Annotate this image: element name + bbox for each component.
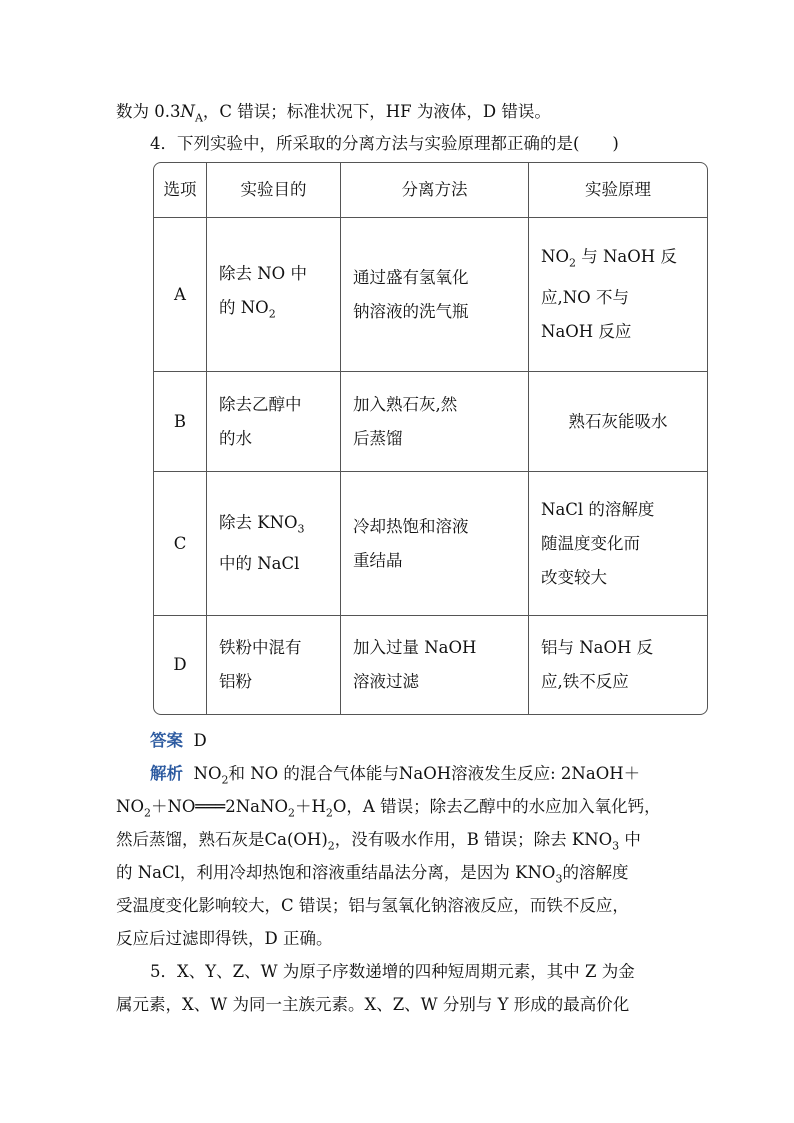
table-header-row [154,163,707,218]
method-cell: 加入熟石灰,然 后蒸馏 [341,372,529,472]
header-method: 分离方法 [341,163,529,218]
method-cell: 通过盛有氢氧化 钠溶液的洗气瓶 [341,218,529,372]
analysis-line-4: 的 NaCl，利用冷却热饱和溶液重结晶法分离，是因为 $KNO_3$的溶解度 [116,863,629,886]
goal-cell: 除去 NO 中 的 $NO_2$ [207,218,341,372]
table-row [154,372,707,472]
experiment-table [153,162,708,715]
question-5-line-1: 5．X、Y、Z、W 为原子序数递增的四种短周期元素，其中 Z 为金 [150,962,635,981]
answer-label: 答案 [150,731,183,750]
analysis-line-5: 受温度变化影响较大，C 错误；铝与氢氧化钠溶液反应，而铁不反应， [116,896,629,915]
analysis-line-1: 解析 $NO_2$和 NO 的混合气体能与NaOH溶液发生反应: 2NaOH＋ [150,764,641,787]
question-5-line-2: 属元素，X、W 为同一主族元素。X、Z、W 分别与 Y 形成的最高价化 [116,995,630,1014]
option-cell: D [154,616,207,714]
principle-cell: NaCl 的溶解度 随温度变化而 改变较大 [529,472,707,616]
principle-cell: $NO_2$ 与 NaOH 反 应,NO 不与 NaOH 反应 [529,218,707,372]
question-4-stem: 4．下列实验中，所采取的分离方法与实验原理都正确的是( ) [150,134,619,153]
table-row [154,616,707,714]
analysis-line-2: $NO_2+NO═══2NaNO_2+H_2O$，A 错误；除去乙醇中的水应加入氧化钙， [116,797,661,820]
goal-cell: 除去 $KNO_3$ 中的 NaCl [207,472,341,616]
method-cell: 冷却热饱和溶液 重结晶 [341,472,529,616]
goal-cell: 铁粉中混有 铝粉 [207,616,341,714]
principle-cell: 铝与 NaOH 反 应,铁不反应 [541,638,654,691]
goal-cell: 除去乙醇中 的水 [207,372,341,472]
answer-line [150,727,207,751]
principle-cell: 熟石灰能吸水 [529,372,707,472]
analysis-line-3: 然后蒸馏，熟石灰是$Ca(OH)_2$，没有吸水作用，B 错误；除去 $KNO_3$ 中 [116,830,641,853]
option-cell: A [154,218,207,372]
header-goal: 实验目的 [207,163,341,218]
header-principle: 实验原理 [529,163,707,218]
answer-value: D [193,731,207,750]
option-cell: C [154,472,207,616]
analysis-label: 解析 [150,764,183,783]
header-option: 选项 [154,163,207,218]
option-cell: B [154,372,207,472]
table-row [154,472,707,616]
method-cell: 加入过量 NaOH 溶液过滤 [341,616,529,714]
continued-line: 数为 $0.3N_A$，C 错误；标准状况下，HF 为液体，D 错误。 [116,102,551,125]
table-row [154,218,707,372]
analysis-line-6: 反应后过滤即得铁，D 正确。 [116,929,333,948]
